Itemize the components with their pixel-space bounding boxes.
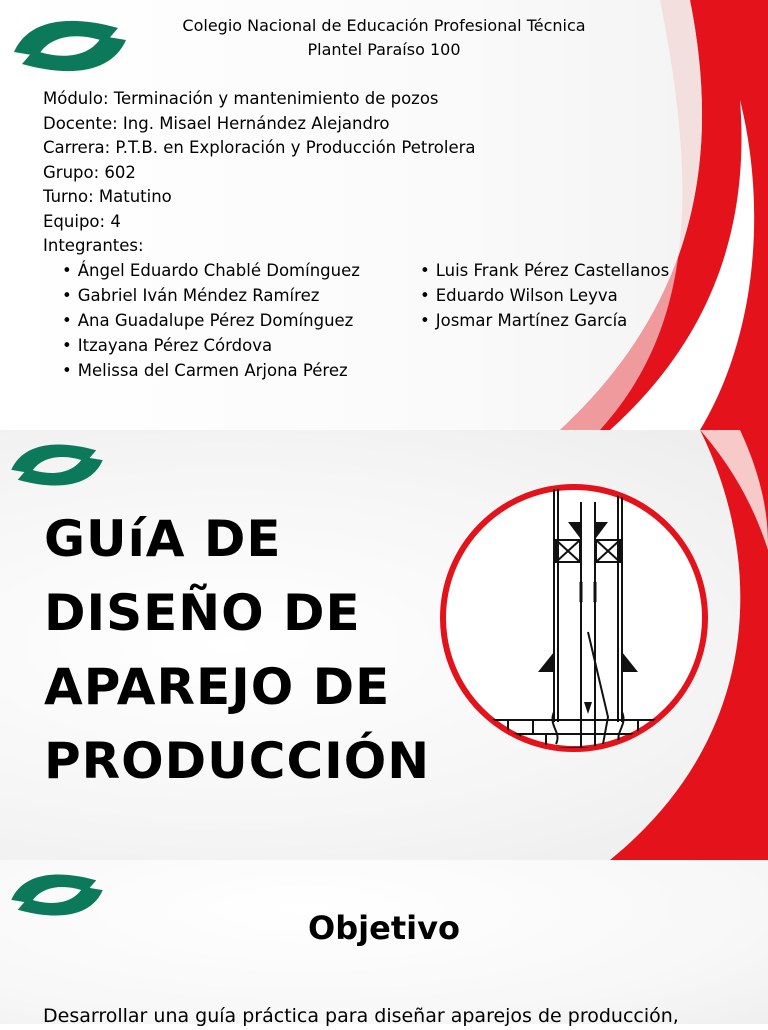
list-item: • Ana Guadalupe Pérez Domínguez [62,308,360,333]
list-item: • Ángel Eduardo Chablé Domínguez [62,258,360,283]
title-line: PRODUCCIÓN [44,732,431,790]
objective-heading: Objetivo [308,909,460,947]
group-line: Grupo: 602 [43,162,136,182]
shift-line: Turno: Matutino [43,187,172,206]
module-line: Módulo: Terminación y mantenimiento de pozos [43,89,439,108]
list-item: • Itzayana Pérez Córdova [62,333,360,358]
members-list-right [420,258,669,333]
teacher-line: Docente: Ing. Misael Hernández Alejandro [43,113,390,133]
list-item: • Melissa del Carmen Arjona Pérez [62,358,360,383]
title-line: GUíA DE [44,510,282,568]
career-line: Carrera: P.T.B. en Exploración y Producción Petrolera [43,138,476,157]
team-line: Equipo: 4 [43,211,121,231]
title-line: APAREJO DE [44,658,391,716]
course-info [43,87,476,259]
members-label: Integrantes: [43,236,144,255]
conalep-logo [8,436,106,494]
production-tubing-illustration [438,482,710,758]
members-list-left [62,258,360,383]
slide-title-text [44,502,430,798]
school-header [100,14,668,62]
title-line: DISEÑO DE [44,584,361,642]
list-item: • Gabriel Iván Méndez Ramírez [62,283,360,308]
campus-name: Plantel Paraíso 100 [307,40,461,59]
school-name: Colegio Nacional de Educación Profesional Técnica [182,16,586,35]
list-item: • Eduardo Wilson Leyva [420,283,669,308]
list-item: • Josmar Martínez García [420,308,669,333]
list-item: • Luis Frank Pérez Castellanos [420,258,669,283]
objective-text: Desarrollar una guía práctica para diseñar aparejos de producción, [43,1005,679,1027]
slide-cover-info [0,0,768,430]
